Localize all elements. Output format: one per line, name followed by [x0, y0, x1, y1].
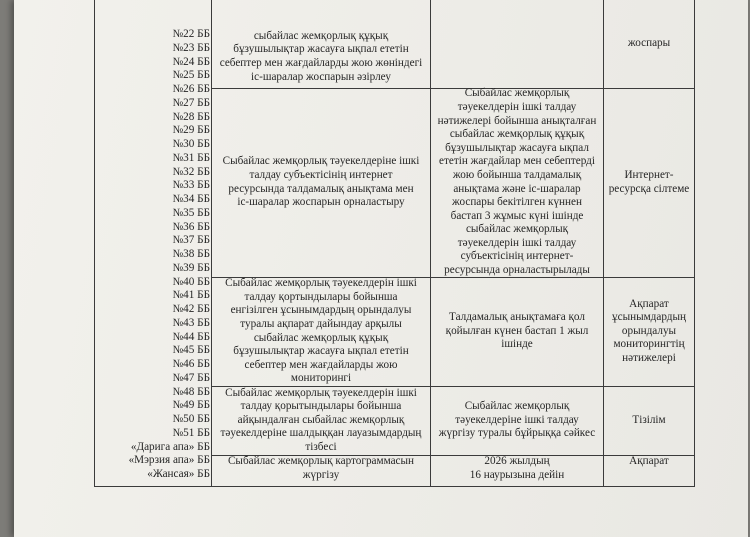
institution-number: «Жансая» ББ: [147, 468, 210, 480]
cell-text-line: Ақпарат: [629, 455, 669, 467]
cell-text-line: бұзушылықтар жасауға ықпал ететін: [233, 345, 409, 358]
institution-number: «Дарига апа» ББ: [130, 440, 210, 453]
institution-number: №48 ББ: [172, 385, 210, 398]
cell-text-line: себептер мен жағдайларды жою: [244, 358, 398, 371]
institution-number: №24 ББ: [172, 55, 210, 68]
cell-text-line: нәтижелері: [622, 351, 676, 364]
row-1-result: [605, 26, 693, 62]
cell-text-line: анықтама және іс-шаралар: [453, 182, 581, 195]
institution-number: №45 ББ: [172, 344, 210, 357]
cell-text-line: Сыбайлас жемқорлық тәуекелдерін ішкі: [225, 386, 417, 399]
cell-text-line: жүргізу: [302, 468, 340, 481]
row-2-action: [214, 88, 428, 277]
cell-text-line: ететін жағдайлар мен себептерді: [439, 155, 595, 168]
cell-text-line: Сыбайлас жемқорлық тәуекелдеріне ішкі: [222, 155, 420, 168]
cell-text-line: сыбайлас жемқорлық құқық: [253, 331, 389, 344]
row-5-action: [214, 455, 428, 486]
cell-text-line: жүргізу туралы бұйрыққа сәйкес: [438, 427, 596, 440]
row-2-deadline: [433, 88, 601, 277]
cell-text-line: тәуекелдеріне шалдыққан лауазымдардың: [220, 427, 422, 440]
cell-text-line: ресурсында орналастырылады: [444, 264, 590, 277]
cell-text-line: 16 наурызына дейін: [469, 468, 565, 481]
institution-number: №44 ББ: [172, 330, 210, 343]
institution-number: №30 ББ: [172, 138, 210, 150]
cell-text-line: бұзушылықтар жасауға ықпал: [445, 141, 589, 154]
table-border-left: [94, 0, 95, 487]
cell-text-line: нәтижелері бойынша анықталған: [437, 114, 597, 127]
row-5-deadline: [433, 455, 601, 486]
cell-text-line: ресурсында талдамалық анықтама мен: [228, 182, 414, 195]
cell-text-line: себептер мен жағдайларды жою жөніндегі: [219, 57, 423, 69]
institution-number: №43 ББ: [172, 316, 210, 329]
institution-number: №33 ББ: [172, 179, 210, 192]
cell-text-line: тәуекелдерін ішкі талдау: [457, 236, 577, 249]
cell-text-line: талдау қорытындылары бойынша: [240, 400, 402, 413]
institution-list: [104, 28, 210, 482]
institution-number: №51 ББ: [172, 426, 210, 439]
institution-number: №23 ББ: [172, 41, 210, 54]
cell-text-line: қойылған күнен бастап 1 жыл: [445, 324, 589, 337]
cell-text-line: Ақпарат: [629, 297, 669, 310]
institution-number: №41 ББ: [172, 289, 210, 302]
cell-text-line: мониторингі: [290, 372, 352, 385]
institution-number: №34 ББ: [172, 193, 210, 205]
cell-text-line: Тізілім: [632, 413, 666, 426]
column-divider-1: [211, 0, 212, 487]
cell-text-line: бастап 3 жұмыс күні ішінде: [450, 209, 584, 222]
cell-text-line: талдау қортындылары бойынша: [244, 290, 398, 303]
cell-text-line: жою бойынша талдамалық: [452, 168, 582, 181]
institution-number: №37 ББ: [172, 234, 210, 247]
cell-text-line: бұзушылықтар жасауға ықпал ететін: [233, 43, 409, 56]
cell-text-line: Сыбайлас жемқорлық: [464, 400, 570, 413]
row-4-action: [214, 386, 428, 455]
cell-text-line: мониторингтің: [613, 338, 685, 351]
row-4-result: [605, 386, 693, 455]
cell-text-line: айқындалған сыбайлас жемқорлық: [237, 413, 405, 426]
cell-text-line: ұсынымдардың: [612, 311, 686, 324]
cell-text-line: талдау субъектісінің интернет: [249, 168, 393, 181]
row-3-action: [214, 277, 428, 386]
institution-number: №31 ББ: [172, 151, 210, 164]
institution-number: №29 ББ: [172, 124, 210, 137]
cell-text-line: ресурсқа сілтеме: [608, 182, 690, 195]
cell-text-line: жоспары: [627, 37, 671, 50]
institution-number: №36 ББ: [172, 220, 210, 233]
row-3-result: [605, 277, 693, 386]
table-border-bottom: [94, 486, 695, 487]
cell-text-line: Интернет-: [624, 168, 674, 181]
institution-number: №22 ББ: [172, 28, 210, 40]
institution-number: «Мэрзия апа» ББ: [128, 454, 210, 467]
cell-text-line: іс-шаралар жоспарын орналастыру: [237, 196, 405, 209]
row-4-deadline: [433, 386, 601, 455]
cell-text-line: Сыбайлас жемқорлық тәуекелдерін ішкі: [225, 277, 417, 290]
institution-number: №26 ББ: [172, 83, 210, 95]
institution-number: №28 ББ: [172, 110, 210, 123]
institution-number: №40 ББ: [172, 275, 210, 288]
cell-text-line: орындалуы: [621, 324, 677, 337]
row-1-action: [214, 26, 428, 88]
cell-text-line: сыбайлас жемқорлық: [465, 223, 569, 236]
cell-text-line: субъектісінің интернет-: [460, 250, 574, 263]
institution-number: №50 ББ: [172, 413, 210, 425]
table-border-right: [694, 0, 695, 487]
row-3-deadline: [433, 277, 601, 386]
institution-number: №32 ББ: [172, 165, 210, 178]
cell-text-line: сыбайлас жемқорлық құқық: [449, 128, 585, 141]
institution-number: №38 ББ: [172, 248, 210, 260]
column-divider-3: [603, 0, 604, 487]
institution-number: №35 ББ: [172, 206, 210, 219]
cell-text-line: іс-шаралар жоспарын әзірлеу: [251, 70, 391, 83]
cell-text-line: ішінде: [501, 338, 533, 351]
institution-number: №25 ББ: [172, 69, 210, 82]
column-divider-2: [430, 0, 431, 487]
institution-number: №42 ББ: [172, 303, 210, 315]
row-5-result: [605, 455, 693, 486]
cell-text-line: тәуекелдерін ішкі талдау: [457, 100, 577, 113]
institution-number: №39 ББ: [172, 261, 210, 274]
cell-text-line: Сыбайлас жемқорлық картограммасын: [227, 455, 415, 467]
institution-number: №46 ББ: [172, 358, 210, 370]
institution-number: №49 ББ: [172, 399, 210, 412]
cell-text-line: 2026 жылдың: [484, 455, 550, 467]
cell-text-line: туралы ақпарат дайындау арқылы: [240, 317, 402, 330]
cell-text-line: енгізілген ұсынымдардың орындалуы: [230, 304, 412, 317]
institution-number: №27 ББ: [172, 96, 210, 109]
institution-number: №47 ББ: [172, 371, 210, 384]
row-2-result: [605, 88, 693, 277]
cell-text-line: сыбайлас жемқорлық құқық: [253, 29, 389, 42]
cell-text-line: жоспары бекітілген күннен: [452, 196, 582, 209]
cell-text-line: Талдамалық анықтамаға қол: [449, 311, 585, 324]
cell-text-line: тізбесі: [305, 440, 337, 453]
cell-text-line: тәуекелдеріне ішкі талдау: [455, 413, 579, 426]
cell-text-line: Сыбайлас жемқорлық: [464, 87, 570, 100]
